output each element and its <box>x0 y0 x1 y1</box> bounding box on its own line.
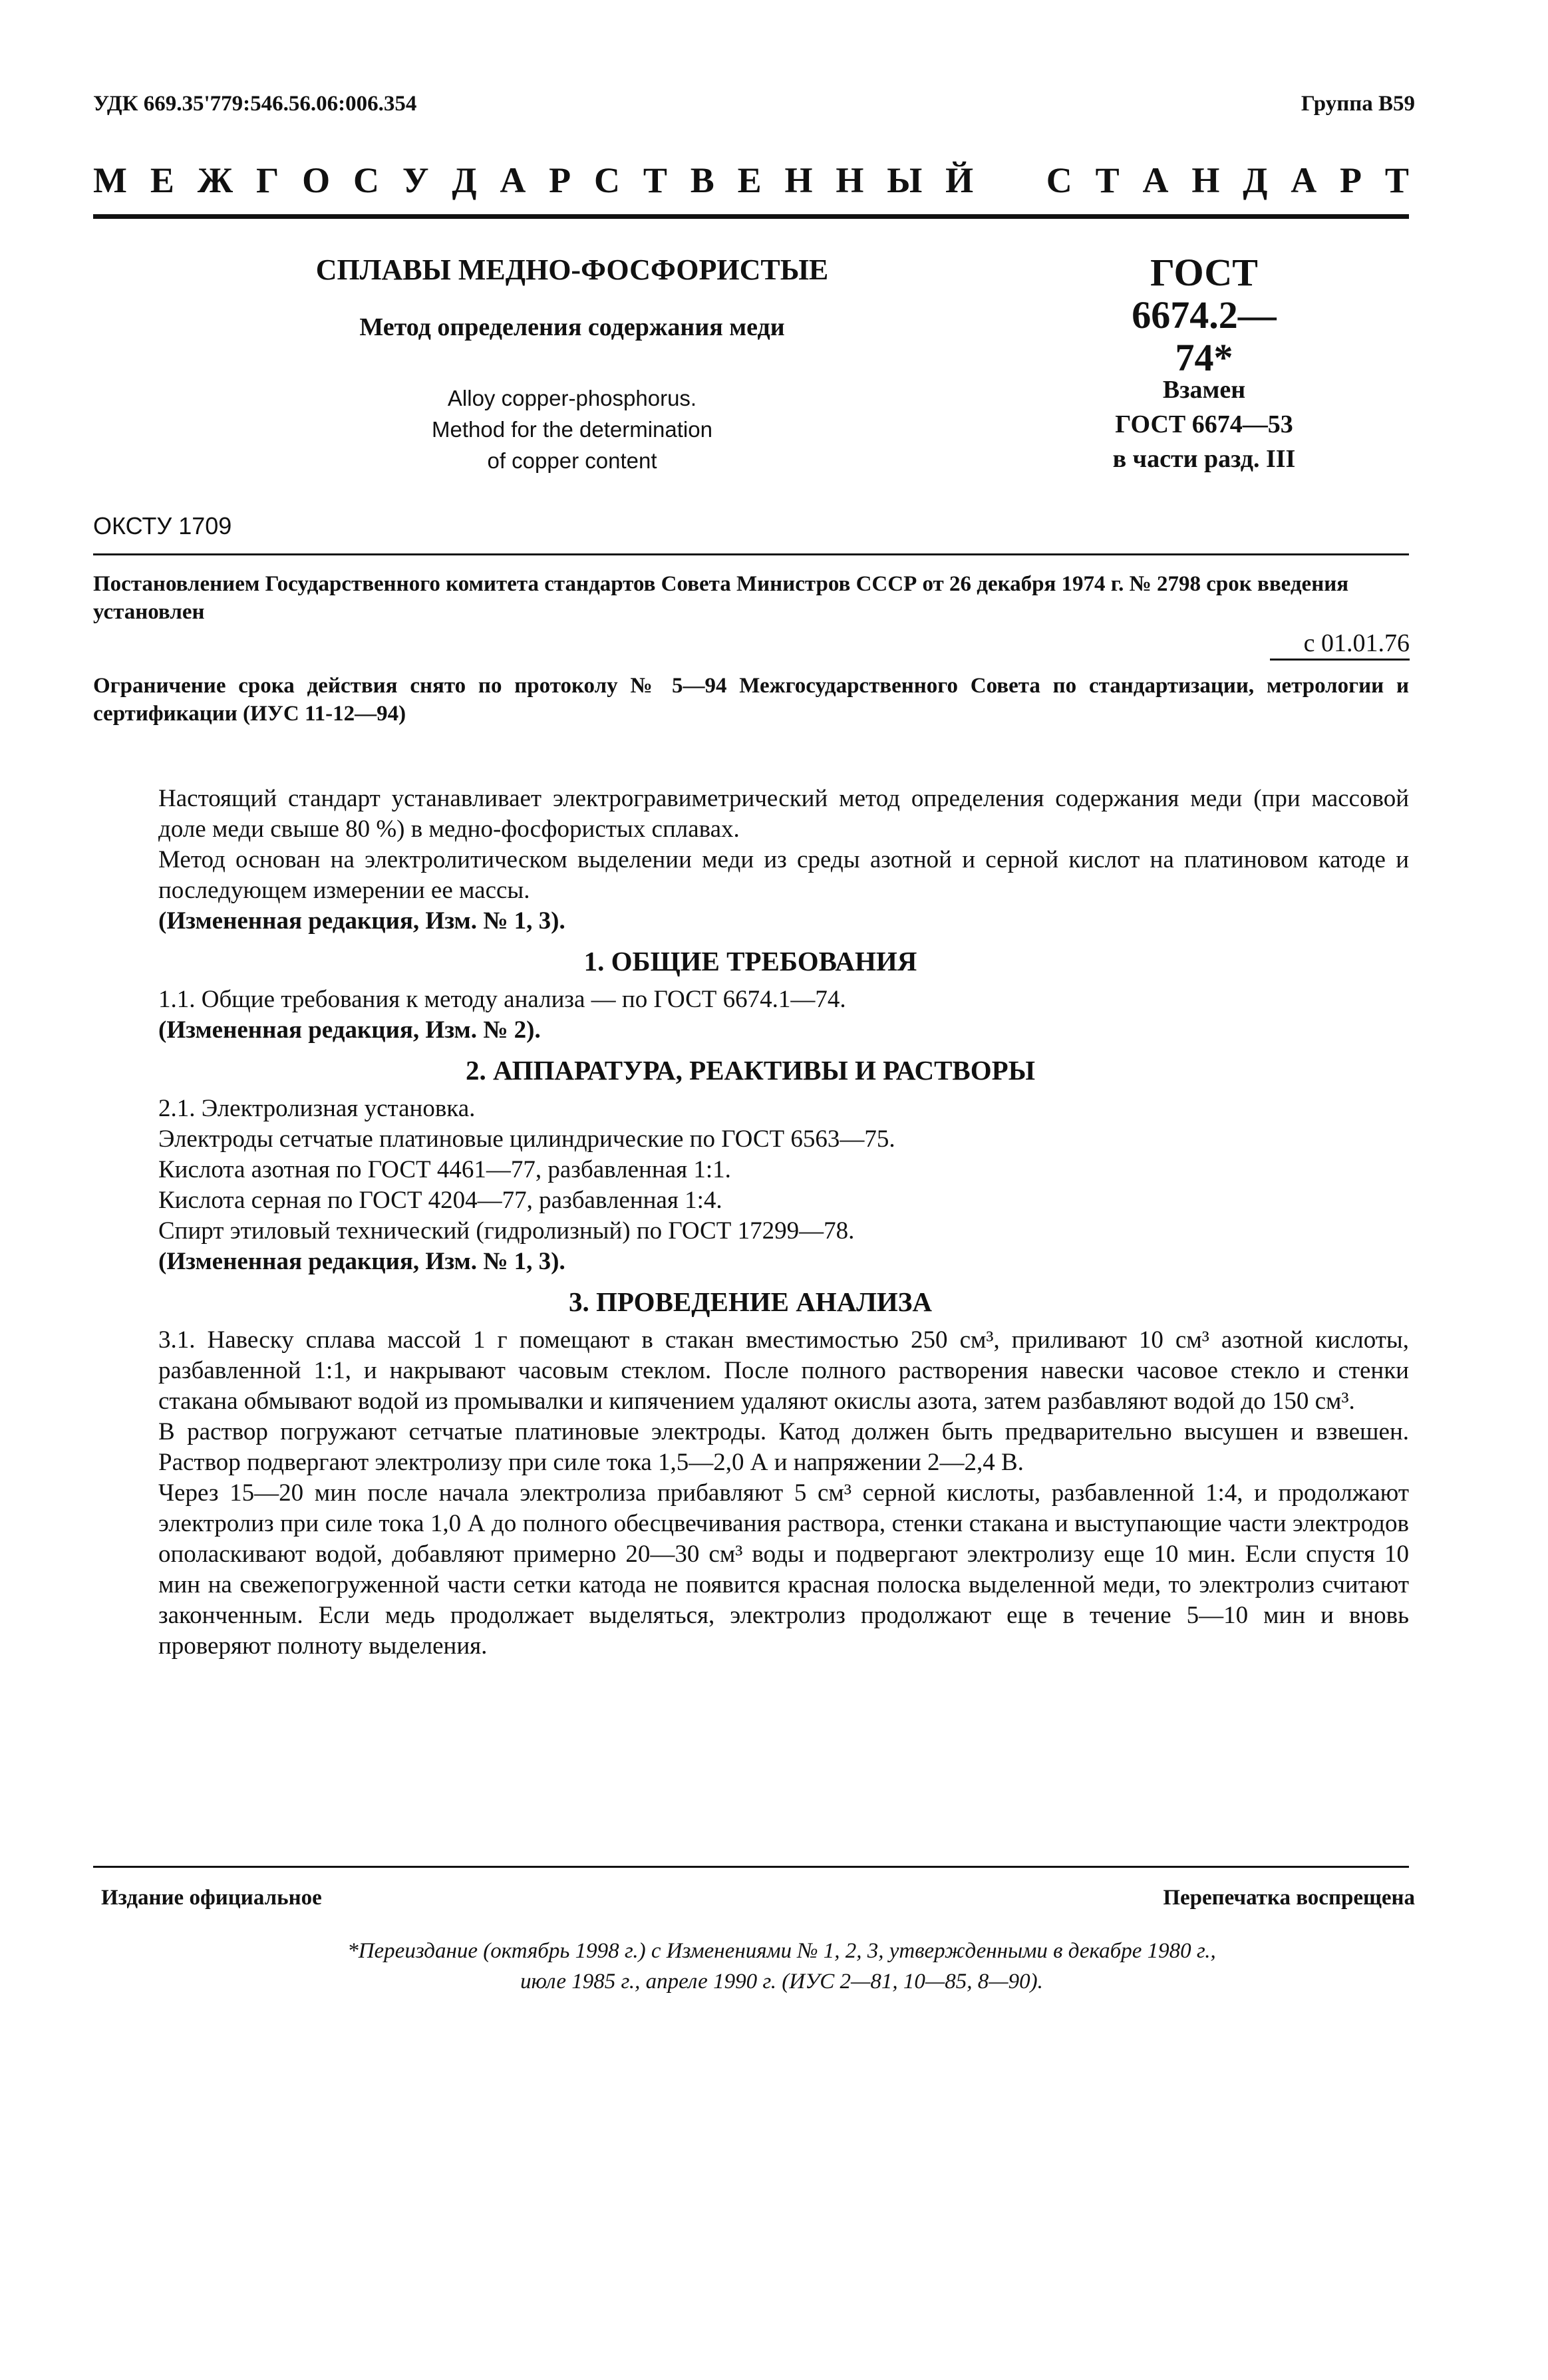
banner-letter-left: Ж <box>197 160 233 200</box>
reissue-footnote-line: июле 1985 г., апреле 1990 г. (ИУС 2—81, 10—85, 8—90). <box>520 1970 1043 1994</box>
banner-letter-left: Н <box>836 160 864 200</box>
banner-letter-left: Р <box>549 160 571 200</box>
section-2-item: Электроды сетчатые платиновые цилиндрические по ГОСТ 6563—75. <box>158 1125 895 1153</box>
replaces-label: Взамен <box>1162 376 1246 404</box>
banner-letter-right: Р <box>1340 160 1362 200</box>
banner-letter-left: Г <box>255 160 279 200</box>
okstu-code: ОКСТУ 1709 <box>93 512 232 539</box>
banner-letter-left: Е <box>737 160 762 200</box>
official-edition-label: Издание официальное <box>101 1886 322 1910</box>
section-2-item: 2.1. Электролизная установка. <box>158 1095 476 1122</box>
gost-number: 6674.2—74* <box>1132 293 1277 379</box>
banner-letter-right: А <box>1142 160 1169 200</box>
gost-label: ГОСТ <box>1150 251 1258 294</box>
banner-letter-left: Н <box>784 160 813 200</box>
reissue-footnote <box>200 1936 1364 1997</box>
replaces-block <box>1078 372 1330 476</box>
document-body <box>158 784 1409 1662</box>
section-1-edit-note: (Измененная редакция, Изм. № 2). <box>158 1016 541 1044</box>
header-rule <box>93 214 1409 219</box>
banner-letter-left: С <box>353 160 379 200</box>
banner-letter-left: Д <box>452 160 477 200</box>
intro-paragraph: Настоящий стандарт устанавливает электрогравиметрический метод определения содержания меди (при массовой доле меди свыше 80 %) в медно-фосфористых сплавах. <box>158 785 1409 843</box>
title-en-line: Alloy copper-phosphorus. <box>447 386 697 410</box>
section-3-paragraph: 3.1. Навеску сплава массой 1 г помещают в стакан вместимостью 250 см³, приливают 10 см³ азотной кислоты, разбавленной 1:1, и накрывают часовым стеклом. После полного растворения навески часовое стекло и стенки стакана обмывают водой из промывалки и кипячением удаляют окислы азота, затем разбавляют водой до 150 см³. <box>158 1326 1409 1415</box>
section-2-edit-note: (Измененная редакция, Изм. № 1, 3). <box>158 1248 565 1275</box>
title-ru-main: СПЛАВЫ МЕДНО-ФОСФОРИСТЫЕ <box>315 253 829 286</box>
decree-text: Постановлением Государственного комитета стандартов Совета Министров СССР от 26 декабря 1974 г. № 2798 срок введения установлен <box>93 572 1349 624</box>
banner-word-gap <box>997 160 1023 201</box>
section-3-paragraph: В раствор погружают сетчатые платиновые электроды. Катод должен быть предварительно высушен и взвешен. Раствор подвергают электролизу при силе тока 1,5—2,0 А и напряжении 2—2,4 В. <box>158 1418 1409 1476</box>
title-en-line: Method for the determination <box>432 417 712 442</box>
udk-code: УДК 669.35'779:546.56.06:006.354 <box>93 92 417 116</box>
banner-letter-left: Е <box>150 160 174 200</box>
banner-letter-left: О <box>302 160 331 200</box>
banner-letter-right: А <box>1291 160 1317 200</box>
intro-paragraph: Метод основан на электролитическом выделении меди из среды азотной и серной кислот на платиновом катоде и последующем измерении ее массы. <box>158 846 1409 904</box>
section-1-heading: 1. ОБЩИЕ ТРЕБОВАНИЯ <box>583 946 917 976</box>
reissue-footnote-line: *Переиздание (октябрь 1998 г.) с Изменениями № 1, 2, 3, утвержденными в декабре 1980 г., <box>347 1939 1216 1963</box>
section-1-clause: 1.1. Общие требования к методу анализа — по ГОСТ 6674.1—74. <box>158 986 846 1013</box>
intro-edit-note: (Измененная редакция, Изм. № 1, 3). <box>158 907 565 935</box>
limitation-note: Ограничение срока действия снято по протоколу № 5—94 Межгосударственного Совета по стандартизации, метрологии и сертификации (ИУС 11-12—94) <box>93 674 1409 726</box>
banner-letter-left: Й <box>945 160 974 200</box>
gost-designation <box>1104 251 1304 379</box>
section-3-heading: 3. ПРОВЕДЕНИЕ АНАЛИЗА <box>568 1286 932 1317</box>
section-2-heading: 2. АППАРАТУРА, РЕАКТИВЫ И РАСТВОРЫ <box>466 1055 1035 1086</box>
reprint-prohibited-label: Перепечатка воспрещена <box>1163 1886 1415 1910</box>
banner-letter-left: С <box>594 160 621 200</box>
banner-letter-right: Т <box>1384 160 1409 200</box>
banner-letter-left: У <box>402 160 429 200</box>
okstu-rule <box>93 553 1409 555</box>
banner-letter-right: Н <box>1191 160 1220 200</box>
banner-letter-right: Д <box>1243 160 1268 200</box>
banner-letter-left: В <box>690 160 714 200</box>
section-2-item: Кислота серная по ГОСТ 4204—77, разбавленная 1:4. <box>158 1187 722 1214</box>
group-code: Группа В59 <box>1301 92 1415 116</box>
section-2-item: Кислота азотная по ГОСТ 4461—77, разбавленная 1:1. <box>158 1156 731 1183</box>
banner-letter-left: А <box>500 160 526 200</box>
banner-letter-left: Ы <box>887 160 923 200</box>
banner-letter-right: С <box>1046 160 1072 200</box>
section-3-paragraph: Через 15—20 мин после начала электролиза прибавляют 5 см³ серной кислоты, разбавленной 1:4, и продолжают электролиз при силе тока 1,0 А до полного обесцвечивания раствора, стенки стакана и выступающие части электродов ополаскивают водой, добавляют примерно 20—30 см³ воды и подвергают электролизу еще 10 мин. Если спустя 10 мин на свежепогруженной части сетки катода не появится красная полоска выделенной меди, то электролиз считают законченным. Если медь продолжает выделяться, электролиз продолжают еще в течение 5—10 мин и вновь проверяют полноту выделения. <box>158 1479 1409 1660</box>
banner-letter-left: М <box>93 160 127 200</box>
section-2-item: Спирт этиловый технический (гидролизный) по ГОСТ 17299—78. <box>158 1217 855 1245</box>
title-en-line: of copper content <box>487 448 657 473</box>
effective-date: с 01.01.76 <box>1303 629 1410 657</box>
interstate-standard-banner <box>93 160 1409 201</box>
title-ru-sub: Метод определения содержания меди <box>359 313 785 341</box>
title-en <box>359 382 785 476</box>
banner-letter-left: Т <box>643 160 667 200</box>
replaces-part: в части разд. III <box>1112 445 1296 473</box>
banner-letter-right: Т <box>1095 160 1120 200</box>
replaces-gost: ГОСТ 6674—53 <box>1115 410 1293 438</box>
effective-date-underline <box>1270 659 1410 661</box>
footer-rule <box>93 1866 1409 1868</box>
